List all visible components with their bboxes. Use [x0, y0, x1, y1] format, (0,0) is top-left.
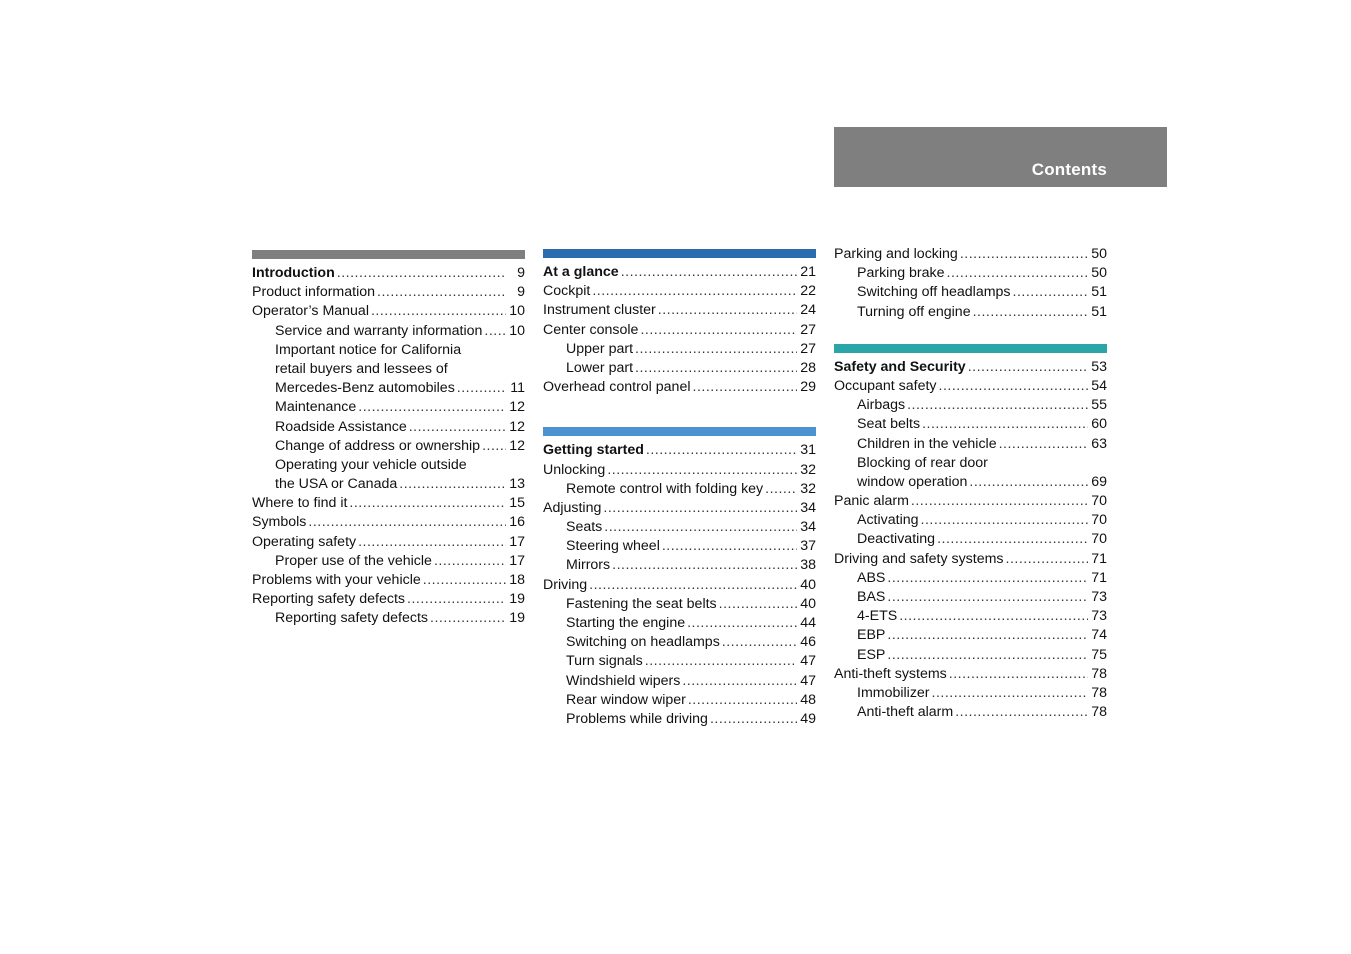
toc-entry-label: Parking brake: [857, 265, 945, 282]
toc-entry[interactable]: [252, 475, 525, 494]
toc-entry[interactable]: [834, 377, 1107, 396]
toc-list-parking: [834, 245, 1107, 322]
toc-entry-label: Service and warranty information: [275, 322, 483, 339]
dot-leader: [604, 518, 797, 537]
toc-column-1: [252, 250, 525, 629]
dot-leader: [371, 302, 506, 321]
toc-entry[interactable]: [834, 303, 1107, 322]
toc-entry-label: Turn signals: [566, 653, 643, 670]
toc-entry[interactable]: [543, 301, 816, 320]
toc-entry-label: EBP: [857, 627, 886, 644]
dot-leader: [409, 418, 506, 437]
dot-leader: [968, 358, 1088, 377]
toc-entry[interactable]: [252, 456, 525, 475]
dot-leader: [693, 378, 798, 397]
dot-leader: [887, 569, 1088, 588]
toc-entry-label: Instrument cluster: [543, 302, 656, 319]
toc-entry-page-number: 71: [1091, 550, 1107, 567]
toc-entry-label: Overhead control panel: [543, 379, 691, 396]
toc-entry-label: Mirrors: [566, 557, 611, 574]
toc-entry[interactable]: [252, 341, 525, 360]
toc-entry[interactable]: [543, 359, 816, 378]
dot-leader: [592, 282, 797, 301]
toc-entry-page-number: 70: [1091, 531, 1107, 548]
toc-entry-label: Driving: [543, 576, 588, 593]
toc-entry-page-number: 50: [1091, 246, 1107, 262]
toc-entry-page-number: 12: [509, 437, 525, 454]
toc-entry-page-number: 21: [800, 264, 816, 280]
toc-entry-label: Adjusting: [543, 499, 602, 516]
toc-entry-page-number: 78: [1091, 704, 1107, 721]
toc-entry[interactable]: [834, 607, 1107, 626]
toc-entry-page-number: 12: [509, 399, 525, 416]
toc-entry[interactable]: [543, 263, 816, 282]
dot-leader: [457, 379, 506, 398]
toc-entry-label: Seat belts: [857, 416, 921, 433]
toc-entry[interactable]: [834, 646, 1107, 665]
toc-list-introduction: [252, 264, 525, 629]
dot-leader: [658, 301, 797, 320]
toc-entry-page-number: 70: [1091, 493, 1107, 510]
toc-entry-page-number: 47: [800, 653, 816, 670]
dot-leader: [887, 646, 1088, 665]
toc-entry[interactable]: [252, 533, 525, 552]
toc-entry-page-number: 73: [1091, 608, 1107, 625]
toc-entry-page-number: 70: [1091, 512, 1107, 529]
dot-leader: [688, 691, 797, 710]
toc-entry-page-number: 50: [1091, 265, 1107, 282]
toc-entry[interactable]: [252, 552, 525, 571]
toc-entry-page-number: 16: [509, 514, 525, 531]
dot-leader: [484, 322, 506, 341]
toc-entry-label: Blocking of rear door: [857, 454, 988, 471]
toc-entry[interactable]: [543, 595, 816, 614]
toc-entry-label: Roadside Assistance: [275, 418, 407, 435]
toc-entry[interactable]: [543, 537, 816, 556]
toc-entry[interactable]: [834, 283, 1107, 302]
toc-entry[interactable]: [543, 321, 816, 340]
toc-entry-page-number: 63: [1091, 435, 1107, 452]
toc-entry[interactable]: [543, 340, 816, 359]
toc-entry[interactable]: [834, 626, 1107, 645]
toc-entry-label: Problems while driving: [566, 710, 708, 727]
toc-entry-page-number: 32: [800, 461, 816, 478]
toc-entry[interactable]: [252, 513, 525, 532]
toc-entry-label: Immobilizer: [857, 684, 930, 701]
toc-entry[interactable]: [252, 264, 525, 283]
toc-entry-page-number: 17: [509, 533, 525, 550]
toc-entry-label: Turning off engine: [857, 303, 971, 320]
toc-entry-label: Windshield wipers: [566, 672, 681, 689]
toc-entry-page-number: 17: [509, 552, 525, 569]
toc-entry[interactable]: [252, 571, 525, 590]
page-title: Contents: [1031, 160, 1107, 179]
toc-entry[interactable]: [834, 435, 1107, 454]
toc-entry-page-number: 38: [800, 557, 816, 574]
toc-entry-page-number: 12: [509, 418, 525, 435]
toc-entry-label: Introduction: [252, 265, 335, 281]
dot-leader: [922, 415, 1088, 434]
toc-column-3: [834, 245, 1107, 722]
toc-entry-label: Anti-theft alarm: [857, 704, 954, 721]
toc-entry[interactable]: [834, 703, 1107, 722]
toc-entry-page-number: 24: [800, 302, 816, 319]
toc-entry-page-number: 34: [800, 519, 816, 536]
dot-leader: [607, 461, 797, 480]
toc-entry[interactable]: [252, 418, 525, 437]
toc-entry[interactable]: [543, 518, 816, 537]
dot-leader: [377, 283, 506, 302]
toc-entry-label: 4-ETS: [857, 608, 898, 625]
dot-leader: [682, 672, 797, 691]
toc-entry[interactable]: [252, 360, 525, 379]
toc-entry[interactable]: [543, 378, 816, 397]
dot-leader: [662, 537, 797, 556]
toc-list-safety-and-security: [834, 358, 1107, 723]
toc-entry-page-number: 19: [509, 591, 525, 608]
toc-entry-label: the USA or Canada: [275, 476, 398, 493]
toc-entry-label: Remote control with folding key: [566, 480, 764, 497]
toc-entry-page-number: 40: [800, 595, 816, 612]
toc-entry-page-number: 74: [1091, 627, 1107, 644]
toc-entry[interactable]: [543, 499, 816, 518]
dot-leader: [765, 480, 797, 499]
toc-entry-label: Fastening the seat belts: [566, 595, 717, 612]
toc-entry-label: Getting started: [543, 442, 644, 459]
toc-entry-label: Symbols: [252, 514, 307, 531]
toc-entry[interactable]: [543, 652, 816, 671]
toc-entry[interactable]: [834, 665, 1107, 684]
toc-list-getting-started: [543, 441, 816, 729]
toc-entry[interactable]: [252, 494, 525, 513]
toc-entry-label: retail buyers and lessees of: [275, 360, 448, 377]
dot-leader: [589, 576, 797, 595]
toc-entry-page-number: 49: [800, 710, 816, 727]
toc-entry-page-number: 32: [800, 480, 816, 497]
contents-header: [834, 127, 1167, 187]
toc-entry[interactable]: [252, 398, 525, 417]
toc-entry-label: Operating safety: [252, 533, 357, 550]
toc-entry-label: Where to find it: [252, 495, 348, 512]
toc-entry-label: Driving and safety systems: [834, 550, 1004, 567]
toc-entry[interactable]: [834, 264, 1107, 283]
dot-leader: [921, 511, 1088, 530]
dot-leader: [973, 303, 1088, 322]
toc-entry-label: Operating your vehicle outside: [275, 456, 467, 473]
toc-entry-page-number: 78: [1091, 665, 1107, 682]
toc-entry-label: Lower part: [566, 359, 634, 376]
toc-entry-label: Reporting safety defects: [252, 591, 405, 608]
toc-entry-label: Panic alarm: [834, 493, 909, 510]
toc-entry[interactable]: [834, 530, 1107, 549]
dot-leader: [635, 340, 797, 359]
dot-leader: [308, 513, 506, 532]
dot-leader: [932, 684, 1088, 703]
toc-entry[interactable]: [834, 588, 1107, 607]
toc-entry-page-number: 53: [1091, 358, 1107, 375]
dot-leader: [358, 398, 506, 417]
dot-leader: [947, 264, 1088, 283]
toc-entry[interactable]: [252, 302, 525, 321]
toc-entry-page-number: 55: [1091, 397, 1107, 414]
toc-entry-page-number: 51: [1091, 284, 1107, 301]
toc-entry-page-number: 48: [800, 691, 816, 708]
dot-leader: [621, 263, 797, 282]
dot-leader: [645, 652, 797, 671]
toc-entry[interactable]: [834, 358, 1107, 377]
toc-entry-label: Reporting safety defects: [275, 610, 428, 627]
toc-entry[interactable]: [543, 282, 816, 301]
dot-leader: [722, 633, 797, 652]
toc-entry-label: Mercedes-Benz automobiles: [275, 380, 455, 397]
toc-entry[interactable]: [834, 396, 1107, 415]
toc-entry-page-number: 75: [1091, 646, 1107, 663]
dot-leader: [899, 607, 1088, 626]
toc-entry-page-number: 27: [800, 321, 816, 338]
toc-entry[interactable]: [543, 441, 816, 460]
toc-entry[interactable]: [543, 614, 816, 633]
dot-leader: [939, 377, 1088, 396]
toc-entry-page-number: 78: [1091, 684, 1107, 701]
toc-entry-page-number: 10: [509, 303, 525, 320]
section-bar-getting-started: [543, 427, 816, 436]
toc-entry[interactable]: [543, 691, 816, 710]
toc-entry[interactable]: [252, 283, 525, 302]
toc-entry[interactable]: [543, 710, 816, 729]
dot-leader: [1006, 550, 1088, 569]
toc-entry-label: Product information: [252, 284, 376, 301]
toc-entry[interactable]: [834, 569, 1107, 588]
toc-entry[interactable]: [543, 576, 816, 595]
toc-entry-label: Important notice for California: [275, 341, 462, 358]
dot-leader: [710, 710, 797, 729]
toc-entry-label: Children in the vehicle: [857, 435, 997, 452]
toc-entry-label: ABS: [857, 569, 886, 586]
toc-entry[interactable]: [543, 633, 816, 652]
toc-entry-page-number: 15: [509, 495, 525, 512]
toc-entry-page-number: 71: [1091, 569, 1107, 586]
dot-leader: [887, 626, 1088, 645]
section-bar-introduction: [252, 250, 525, 259]
toc-entry-label: Starting the engine: [566, 615, 686, 631]
toc-entry-label: Proper use of the vehicle: [275, 552, 432, 569]
toc-entry[interactable]: [834, 245, 1107, 264]
toc-entry[interactable]: [252, 322, 525, 341]
dot-leader: [955, 703, 1088, 722]
dot-leader: [423, 571, 506, 590]
toc-entry-page-number: 11: [510, 380, 525, 397]
toc-entry-page-number: 73: [1091, 589, 1107, 605]
toc-entry[interactable]: [834, 511, 1107, 530]
toc-entry-page-number: 44: [800, 615, 816, 631]
toc-entry-page-number: 10: [509, 322, 525, 339]
toc-entry-page-number: 69: [1091, 473, 1107, 490]
toc-entry[interactable]: [834, 454, 1107, 473]
dot-leader: [482, 437, 506, 456]
toc-entry[interactable]: [252, 379, 525, 398]
dot-leader: [603, 499, 797, 518]
dot-leader: [612, 556, 797, 575]
dot-leader: [358, 533, 506, 552]
toc-entry-label: Cockpit: [543, 283, 591, 300]
dot-leader: [635, 359, 797, 378]
dot-leader: [434, 552, 506, 571]
dot-leader: [337, 264, 506, 283]
toc-entry[interactable]: [543, 480, 816, 499]
toc-entry-page-number: 37: [800, 538, 816, 555]
toc-entry-page-number: 28: [800, 359, 816, 376]
dot-leader: [949, 665, 1088, 684]
dot-leader: [407, 590, 506, 609]
toc-entry[interactable]: [834, 550, 1107, 569]
dot-leader: [646, 441, 797, 460]
toc-entry-page-number: 13: [509, 476, 525, 493]
toc-entry-label: Center console: [543, 321, 639, 338]
toc-entry[interactable]: [543, 672, 816, 691]
toc-entry-label: Upper part: [566, 340, 634, 357]
toc-entry-page-number: 9: [517, 284, 525, 301]
toc-entry-label: Seats: [566, 519, 603, 536]
toc-entry-label: window operation: [857, 473, 968, 490]
dot-leader: [719, 595, 797, 614]
dot-leader: [907, 396, 1088, 415]
dot-leader: [349, 494, 506, 513]
toc-entry-label: Parking and locking: [834, 246, 958, 262]
toc-entry-label: Maintenance: [275, 399, 357, 416]
dot-leader: [911, 492, 1088, 511]
section-bar-at-a-glance: [543, 249, 816, 258]
dot-leader: [687, 614, 797, 633]
toc-entry-label: Switching off headlamps: [857, 284, 1011, 301]
dot-leader: [1013, 283, 1088, 302]
dot-leader: [960, 245, 1088, 264]
dot-leader: [999, 435, 1088, 454]
toc-entry-page-number: 9: [517, 265, 525, 281]
toc-list-at-a-glance: [543, 263, 816, 397]
toc-entry[interactable]: [252, 437, 525, 456]
toc-entry-label: Switching on headlamps: [566, 634, 720, 651]
dot-leader: [399, 475, 506, 494]
toc-entry-label: Problems with your vehicle: [252, 572, 421, 588]
toc-entry[interactable]: [252, 590, 525, 609]
toc-entry[interactable]: [834, 492, 1107, 511]
toc-entry-page-number: 60: [1091, 416, 1107, 433]
dot-leader: [969, 473, 1088, 492]
toc-entry-page-number: 34: [800, 499, 816, 516]
dot-leader: [937, 530, 1088, 549]
toc-entry-label: Steering wheel: [566, 538, 660, 555]
toc-entry-label: Operator’s Manual: [252, 303, 369, 320]
toc-entry-label: BAS: [857, 589, 886, 605]
dot-leader: [887, 588, 1088, 607]
toc-entry-page-number: 51: [1091, 303, 1107, 320]
toc-entry-label: Airbags: [857, 397, 906, 414]
toc-entry[interactable]: [834, 473, 1107, 492]
toc-entry[interactable]: [252, 609, 525, 628]
toc-entry-label: Safety and Security: [834, 358, 966, 375]
toc-entry[interactable]: [543, 461, 816, 480]
toc-entry-page-number: 46: [800, 634, 816, 651]
toc-entry-page-number: 27: [800, 340, 816, 357]
toc-entry-label: Unlocking: [543, 461, 606, 478]
toc-entry-page-number: 19: [509, 610, 525, 627]
toc-entry-label: ESP: [857, 646, 886, 663]
toc-entry-label: Change of address or ownership: [275, 437, 481, 454]
toc-entry-label: Activating: [857, 512, 919, 529]
toc-entry-page-number: 18: [509, 572, 525, 588]
section-bar-safety-and-security: [834, 344, 1107, 353]
toc-entry-label: Deactivating: [857, 531, 936, 548]
dot-leader: [640, 321, 797, 340]
toc-entry-page-number: 31: [800, 442, 816, 459]
toc-entry-label: Rear window wiper: [566, 691, 686, 708]
toc-entry-page-number: 47: [800, 672, 816, 689]
toc-entry[interactable]: [543, 556, 816, 575]
toc-entry-page-number: 40: [800, 576, 816, 593]
toc-entry-label: At a glance: [543, 264, 619, 280]
toc-column-2: [543, 249, 816, 729]
toc-entry-page-number: 29: [800, 379, 816, 396]
toc-entry[interactable]: [834, 415, 1107, 434]
dot-leader: [430, 609, 506, 628]
toc-entry-label: Anti-theft systems: [834, 665, 947, 682]
toc-entry-label: Occupant safety: [834, 377, 937, 394]
toc-entry-page-number: 22: [800, 283, 816, 300]
toc-entry[interactable]: [834, 684, 1107, 703]
toc-entry-page-number: 54: [1091, 377, 1107, 394]
